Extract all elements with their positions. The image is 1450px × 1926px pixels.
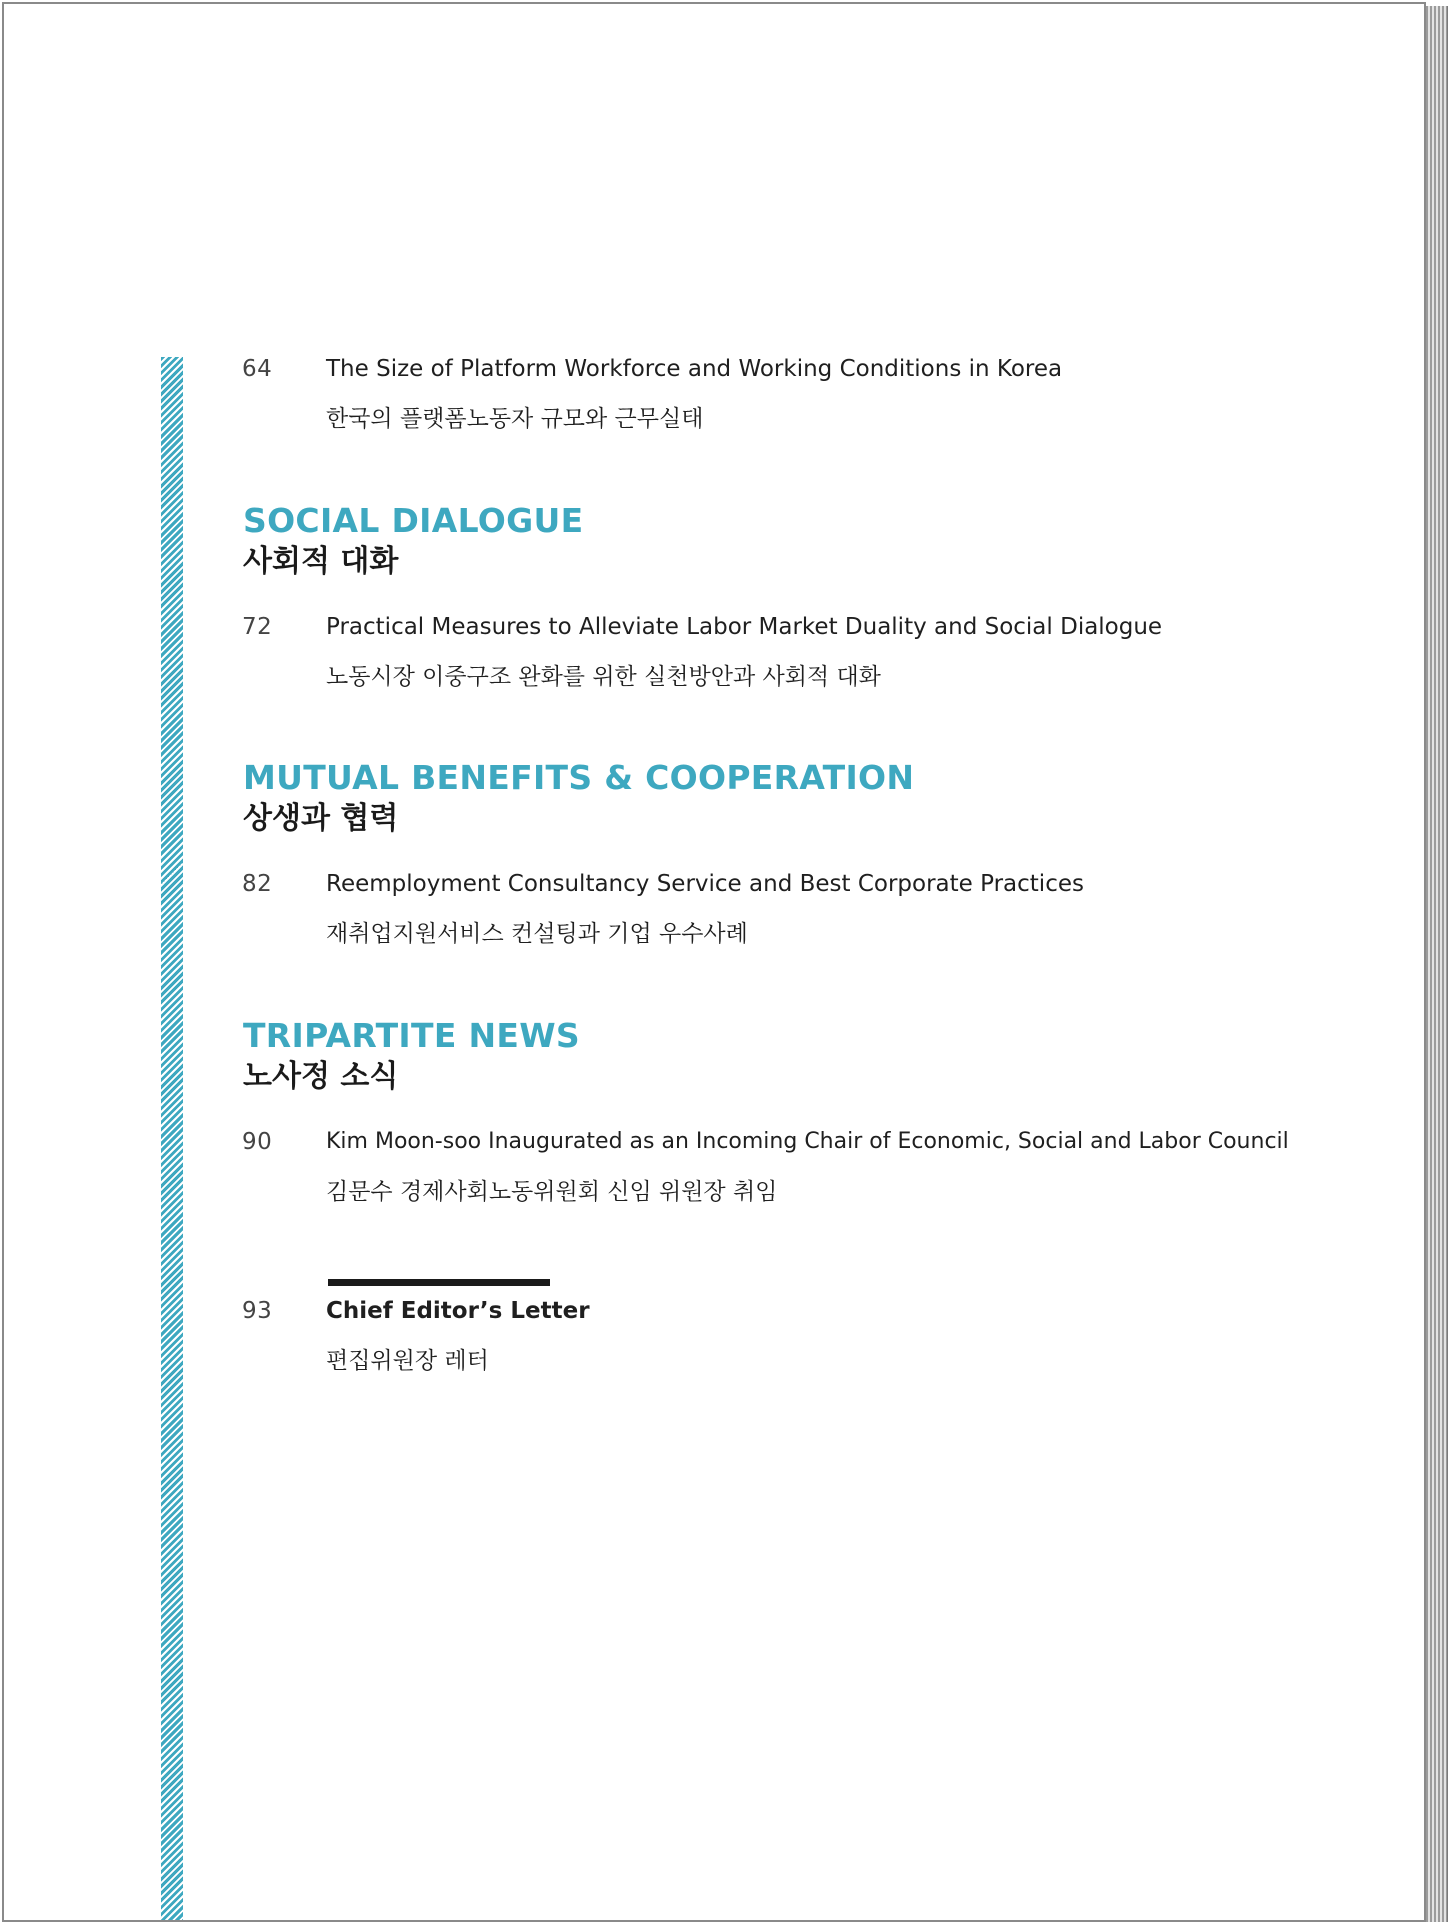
entry-title-ko[interactable]: 한국의 플랫폼노동자 규모와 근무실태 [326,406,704,432]
entry-title-ko[interactable]: 편집위원장 레터 [326,1348,489,1374]
entry-title-en[interactable]: Kim Moon-soo Inaugurated as an Incoming Chair of Economic, Social and Labor Council [326,1129,1289,1154]
section-heading-ko: 노사정 소식 [243,1059,399,1094]
section-heading-en: MUTUAL BENEFITS & COOPERATION [243,758,915,797]
entry-title-en[interactable]: Practical Measures to Alleviate Labor Market Duality and Social Dialogue [326,614,1163,640]
page-edge [1426,6,1448,1922]
section-heading-ko: 상생과 협력 [243,801,399,836]
decorative-stripe-bar [161,357,183,1922]
section-heading-en: SOCIAL DIALOGUE [243,501,584,540]
entry-title-ko[interactable]: 노동시장 이중구조 완화를 위한 실천방안과 사회적 대화 [326,664,881,690]
page-number: 82 [242,871,273,897]
page-number: 90 [242,1129,273,1155]
section-tripartite-news [243,1016,580,1094]
entry-title-ko[interactable]: 김문수 경제사회노동위원회 신임 위원장 취임 [326,1179,778,1205]
page-number: 64 [242,356,273,382]
page-number: 72 [242,614,273,640]
entry-title-ko[interactable]: 재취업지원서비스 컨설팅과 기업 우수사례 [326,921,748,947]
toc-page [2,2,1426,1922]
section-mutual-benefits [243,758,915,836]
divider-rule [328,1279,550,1286]
section-heading-en: TRIPARTITE NEWS [243,1016,580,1055]
entry-title-en[interactable]: Chief Editor’s Letter [326,1298,590,1324]
section-social-dialogue [243,501,584,579]
section-heading-ko: 사회적 대화 [243,544,399,579]
entry-title-en[interactable]: Reemployment Consultancy Service and Best Corporate Practices [326,871,1084,897]
entry-title-en[interactable]: The Size of Platform Workforce and Working Conditions in Korea [326,356,1063,382]
page-number: 93 [242,1298,273,1324]
